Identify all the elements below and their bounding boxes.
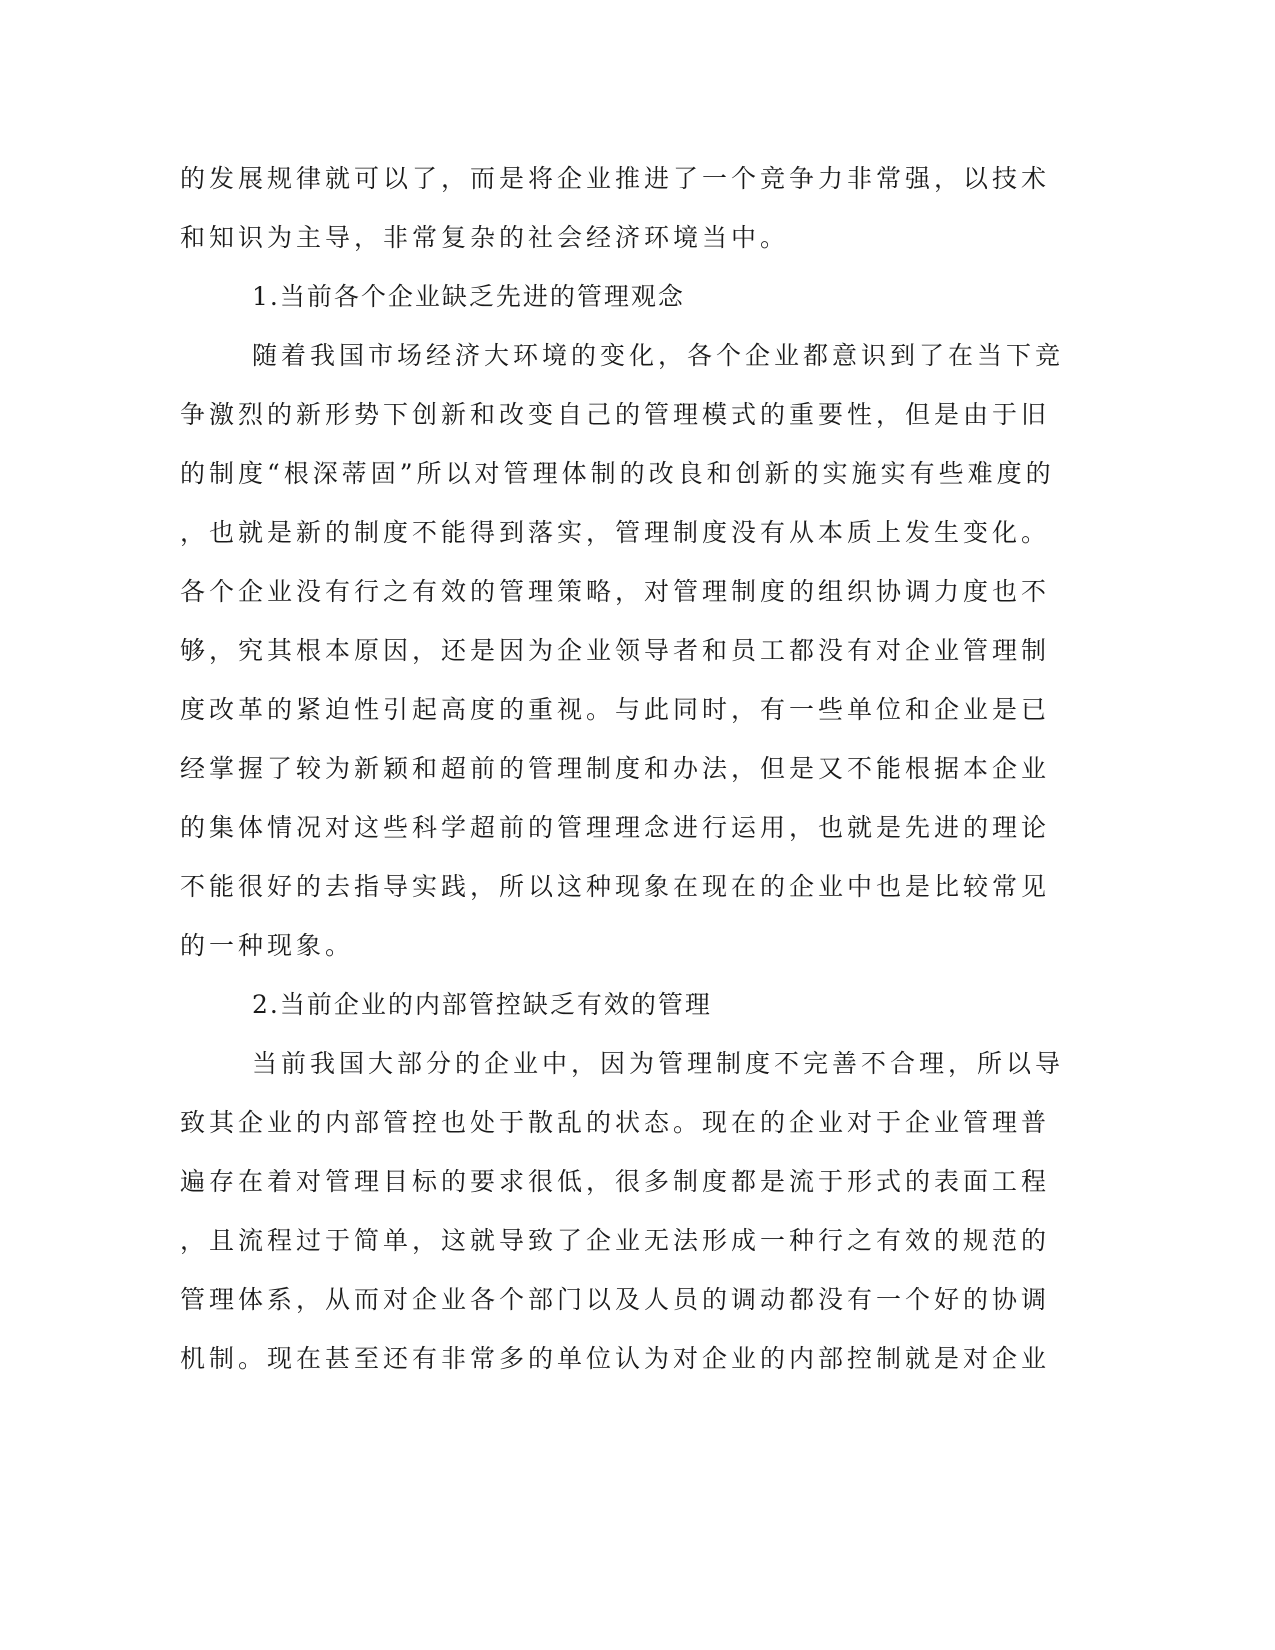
- paragraph-line: 当前我国大部分的企业中，因为管理制度不完善不合理，所以导: [252, 1049, 1065, 1078]
- paragraph-line: 随着我国市场经济大环境的变化，各个企业都意识到了在当下竞: [252, 341, 1065, 370]
- paragraph-line: 的制度“根深蒂固”所以对管理体制的改良和创新的实施实有些难度的: [180, 459, 1055, 488]
- paragraph-line: 和知识为主导，非常复杂的社会经济环境当中。: [180, 223, 790, 252]
- paragraph-line: 的发展规律就可以了，而是将企业推进了一个竞争力非常强，以技术: [180, 164, 1051, 193]
- paragraph-line: 不能很好的去指导实践，所以这种现象在现在的企业中也是比较常见: [180, 872, 1051, 901]
- paragraph-line: 机制。现在甚至还有非常多的单位认为对企业的内部控制就是对企业: [180, 1344, 1051, 1373]
- section-heading-1: 1.当前各个企业缺乏先进的管理观念: [252, 282, 685, 311]
- section-heading-2: 2.当前企业的内部管控缺乏有效的管理: [252, 990, 712, 1019]
- paragraph-line: 经掌握了较为新颖和超前的管理制度和办法，但是又不能根据本企业: [180, 754, 1051, 783]
- paragraph-line: 度改革的紧迫性引起高度的重视。与此同时，有一些单位和企业是已: [180, 695, 1051, 724]
- paragraph-line: 的集体情况对这些科学超前的管理理念进行运用，也就是先进的理论: [180, 813, 1051, 842]
- paragraph-line: 够，究其根本原因，还是因为企业领导者和员工都没有对企业管理制: [180, 636, 1051, 665]
- paragraph-line: 争激烈的新形势下创新和改变自己的管理模式的重要性，但是由于旧: [180, 400, 1051, 429]
- paragraph-line: 管理体系，从而对企业各个部门以及人员的调动都没有一个好的协调: [180, 1285, 1051, 1314]
- paragraph-line: ，也就是新的制度不能得到落实，管理制度没有从本质上发生变化。: [180, 518, 1051, 547]
- paragraph-line: 各个企业没有行之有效的管理策略，对管理制度的组织协调力度也不: [180, 577, 1051, 606]
- paragraph-line: 致其企业的内部管控也处于散乱的状态。现在的企业对于企业管理普: [180, 1108, 1051, 1137]
- paragraph-line: 遍存在着对管理目标的要求很低，很多制度都是流于形式的表面工程: [180, 1167, 1051, 1196]
- paragraph-line: 的一种现象。: [180, 931, 355, 960]
- paragraph-line: ，且流程过于简单，这就导致了企业无法形成一种行之有效的规范的: [180, 1226, 1051, 1255]
